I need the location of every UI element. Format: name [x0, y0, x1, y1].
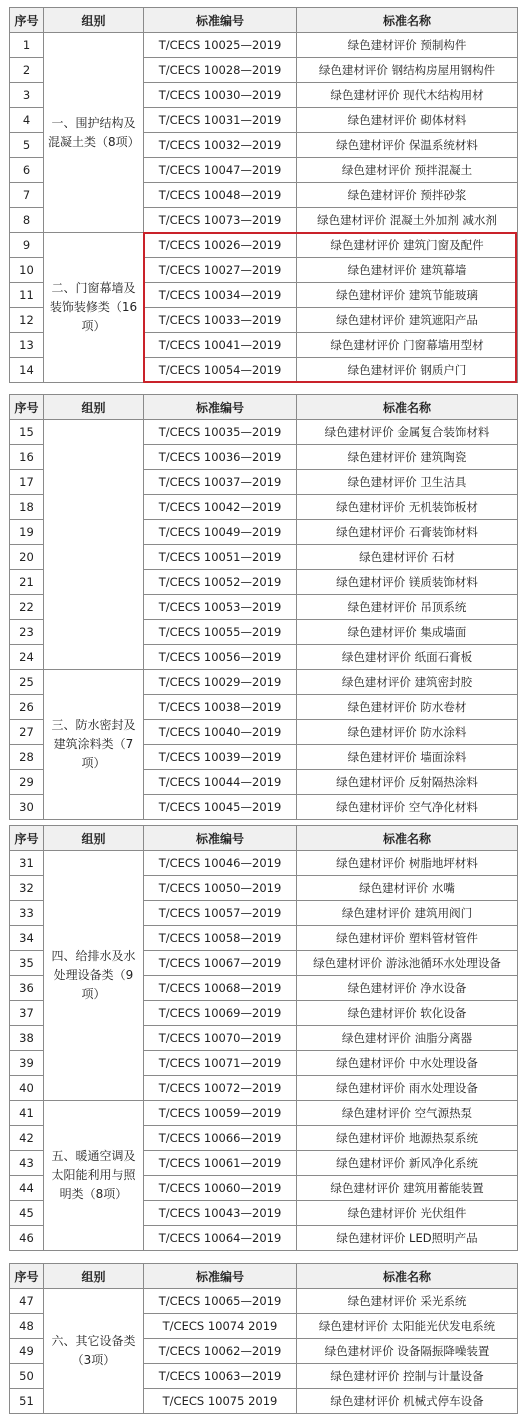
standard-code: T/CECS 10075 2019: [144, 1389, 297, 1414]
standard-code: T/CECS 10063—2019: [144, 1364, 297, 1389]
standard-code: T/CECS 10047—2019: [144, 158, 297, 183]
standard-code: T/CECS 10041—2019: [144, 333, 297, 358]
standard-code: T/CECS 10031—2019: [144, 108, 297, 133]
standard-name: 绿色建材评价 光伏组件: [297, 1201, 518, 1226]
standard-name: 绿色建材评价 地源热泵系统: [297, 1126, 518, 1151]
standard-code: T/CECS 10058—2019: [144, 926, 297, 951]
row-number: 15: [10, 420, 44, 445]
table-row: [10, 1289, 518, 1314]
standard-name: 绿色建材评价 机械式停车设备: [297, 1389, 518, 1414]
standard-code: T/CECS 10053—2019: [144, 595, 297, 620]
group-cell: 一、围护结构及混凝土类（8项）: [44, 33, 144, 233]
row-number: 47: [10, 1289, 44, 1314]
standard-name: 绿色建材评价 塑料管材管件: [297, 926, 518, 951]
header-code: 标准编号: [144, 1264, 297, 1289]
standard-name: 绿色建材评价 中水处理设备: [297, 1051, 518, 1076]
row-number: 14: [10, 358, 44, 383]
standard-code: T/CECS 10074 2019: [144, 1314, 297, 1339]
row-number: 39: [10, 1051, 44, 1076]
row-number: 42: [10, 1126, 44, 1151]
row-number: 1: [10, 33, 44, 58]
standard-name: 绿色建材评价 石膏装饰材料: [297, 520, 518, 545]
group-cell: 二、门窗幕墙及装饰装修类（16项）: [44, 233, 144, 383]
standard-name: 绿色建材评价 钢结构房屋用钢构件: [297, 58, 518, 83]
standard-name: 绿色建材评价 建筑门窗及配件: [297, 233, 518, 258]
standard-code: T/CECS 10072—2019: [144, 1076, 297, 1101]
standard-code: T/CECS 10056—2019: [144, 645, 297, 670]
standard-code: T/CECS 10028—2019: [144, 58, 297, 83]
row-number: 6: [10, 158, 44, 183]
standard-name: 绿色建材评价 采光系统: [297, 1289, 518, 1314]
row-number: 34: [10, 926, 44, 951]
standard-name: 绿色建材评价 预拌砂浆: [297, 183, 518, 208]
header-row: [10, 1264, 518, 1289]
standard-code: T/CECS 10029—2019: [144, 670, 297, 695]
standard-name: 绿色建材评价 水嘴: [297, 876, 518, 901]
row-number: 21: [10, 570, 44, 595]
standard-name: 绿色建材评价 软化设备: [297, 1001, 518, 1026]
standard-name: 绿色建材评价 防水涂料: [297, 720, 518, 745]
row-number: 49: [10, 1339, 44, 1364]
standard-name: 绿色建材评价 LED照明产品: [297, 1226, 518, 1251]
row-number: 22: [10, 595, 44, 620]
standard-name: 绿色建材评价 防水卷材: [297, 695, 518, 720]
standard-code: T/CECS 10049—2019: [144, 520, 297, 545]
standard-code: T/CECS 10044—2019: [144, 770, 297, 795]
standard-code: T/CECS 10034—2019: [144, 283, 297, 308]
standard-name: 绿色建材评价 游泳池循环水处理设备: [297, 951, 518, 976]
row-number: 10: [10, 258, 44, 283]
row-number: 12: [10, 308, 44, 333]
standards-table-4: [9, 1263, 518, 1414]
standard-name: 绿色建材评价 无机装饰板材: [297, 495, 518, 520]
header-name: 标准名称: [297, 395, 518, 420]
row-number: 13: [10, 333, 44, 358]
standard-name: 绿色建材评价 建筑用阀门: [297, 901, 518, 926]
table-row: [10, 1101, 518, 1126]
standard-name: 绿色建材评价 油脂分离器: [297, 1026, 518, 1051]
standard-code: T/CECS 10071—2019: [144, 1051, 297, 1076]
standard-name: 绿色建材评价 纸面石膏板: [297, 645, 518, 670]
standard-name: 绿色建材评价 砌体材料: [297, 108, 518, 133]
standard-name: 绿色建材评价 吊顶系统: [297, 595, 518, 620]
header-name: 标准名称: [297, 826, 518, 851]
standard-name: 绿色建材评价 太阳能光伏发电系统: [297, 1314, 518, 1339]
row-number: 50: [10, 1364, 44, 1389]
standard-code: T/CECS 10033—2019: [144, 308, 297, 333]
group-cell: 六、其它设备类（3项）: [44, 1289, 144, 1414]
row-number: 8: [10, 208, 44, 233]
standard-code: T/CECS 10050—2019: [144, 876, 297, 901]
header-row: [10, 8, 518, 33]
standard-code: T/CECS 10040—2019: [144, 720, 297, 745]
standard-code: T/CECS 10037—2019: [144, 470, 297, 495]
standard-name: 绿色建材评价 建筑节能玻璃: [297, 283, 518, 308]
standard-name: 绿色建材评价 集成墙面: [297, 620, 518, 645]
row-number: 29: [10, 770, 44, 795]
row-number: 41: [10, 1101, 44, 1126]
header-name: 标准名称: [297, 8, 518, 33]
standard-name: 绿色建材评价 建筑用蓄能装置: [297, 1176, 518, 1201]
row-number: 5: [10, 133, 44, 158]
header-group: 组别: [44, 826, 144, 851]
row-number: 26: [10, 695, 44, 720]
standard-name: 绿色建材评价 混凝土外加剂 减水剂: [297, 208, 518, 233]
standard-name: 绿色建材评价 新风净化系统: [297, 1151, 518, 1176]
standard-name: 绿色建材评价 预制构件: [297, 33, 518, 58]
standard-code: T/CECS 10026—2019: [144, 233, 297, 258]
standard-name: 绿色建材评价 建筑幕墙: [297, 258, 518, 283]
standard-code: T/CECS 10036—2019: [144, 445, 297, 470]
standard-code: T/CECS 10054—2019: [144, 358, 297, 383]
standard-code: T/CECS 10066—2019: [144, 1126, 297, 1151]
standard-code: T/CECS 10055—2019: [144, 620, 297, 645]
row-number: 27: [10, 720, 44, 745]
standard-name: 绿色建材评价 现代木结构用材: [297, 83, 518, 108]
header-row: [10, 826, 518, 851]
header-code: 标准编号: [144, 395, 297, 420]
group-cell: 三、防水密封及建筑涂料类（7项）: [44, 670, 144, 820]
row-number: 33: [10, 901, 44, 926]
standard-code: T/CECS 10059—2019: [144, 1101, 297, 1126]
standard-code: T/CECS 10051—2019: [144, 545, 297, 570]
standard-code: T/CECS 10062—2019: [144, 1339, 297, 1364]
row-number: 44: [10, 1176, 44, 1201]
row-number: 36: [10, 976, 44, 1001]
standard-name: 绿色建材评价 石材: [297, 545, 518, 570]
row-number: 3: [10, 83, 44, 108]
table-row: [10, 33, 518, 58]
standard-code: T/CECS 10052—2019: [144, 570, 297, 595]
row-number: 37: [10, 1001, 44, 1026]
standard-code: T/CECS 10065—2019: [144, 1289, 297, 1314]
group-cell: [44, 420, 144, 670]
standard-code: T/CECS 10070—2019: [144, 1026, 297, 1051]
row-number: 16: [10, 445, 44, 470]
standard-code: T/CECS 10030—2019: [144, 83, 297, 108]
row-number: 18: [10, 495, 44, 520]
standard-name: 绿色建材评价 卫生洁具: [297, 470, 518, 495]
standards-table-1: [9, 7, 518, 383]
standard-code: T/CECS 10046—2019: [144, 851, 297, 876]
standard-name: 绿色建材评价 建筑陶瓷: [297, 445, 518, 470]
header-name: 标准名称: [297, 1264, 518, 1289]
standard-code: T/CECS 10057—2019: [144, 901, 297, 926]
standard-name: 绿色建材评价 镁质装饰材料: [297, 570, 518, 595]
standard-name: 绿色建材评价 建筑遮阳产品: [297, 308, 518, 333]
standard-name: 绿色建材评价 反射隔热涂料: [297, 770, 518, 795]
table-row: [10, 851, 518, 876]
standards-table-3: [9, 825, 518, 1251]
standard-code: T/CECS 10069—2019: [144, 1001, 297, 1026]
standard-code: T/CECS 10064—2019: [144, 1226, 297, 1251]
standard-code: T/CECS 10043—2019: [144, 1201, 297, 1226]
header-group: 组别: [44, 1264, 144, 1289]
standard-code: T/CECS 10048—2019: [144, 183, 297, 208]
header-group: 组别: [44, 395, 144, 420]
standard-code: T/CECS 10039—2019: [144, 745, 297, 770]
standard-code: T/CECS 10032—2019: [144, 133, 297, 158]
row-number: 31: [10, 851, 44, 876]
row-number: 35: [10, 951, 44, 976]
row-number: 24: [10, 645, 44, 670]
row-number: 17: [10, 470, 44, 495]
header-code: 标准编号: [144, 8, 297, 33]
row-number: 19: [10, 520, 44, 545]
row-number: 4: [10, 108, 44, 133]
row-number: 51: [10, 1389, 44, 1414]
row-number: 7: [10, 183, 44, 208]
standard-name: 绿色建材评价 设备隔振降噪装置: [297, 1339, 518, 1364]
group-cell: 五、暖通空调及太阳能利用与照明类（8项）: [44, 1101, 144, 1251]
standard-name: 绿色建材评价 保温系统材料: [297, 133, 518, 158]
standard-name: 绿色建材评价 树脂地坪材料: [297, 851, 518, 876]
row-number: 20: [10, 545, 44, 570]
standard-name: 绿色建材评价 控制与计量设备: [297, 1364, 518, 1389]
standard-name: 绿色建材评价 钢质户门: [297, 358, 518, 383]
standard-code: T/CECS 10025—2019: [144, 33, 297, 58]
standard-name: 绿色建材评价 门窗幕墙用型材: [297, 333, 518, 358]
row-number: 11: [10, 283, 44, 308]
group-cell: 四、给排水及水处理设备类（9项）: [44, 851, 144, 1101]
row-number: 23: [10, 620, 44, 645]
standard-code: T/CECS 10045—2019: [144, 795, 297, 820]
standard-code: T/CECS 10035—2019: [144, 420, 297, 445]
row-number: 30: [10, 795, 44, 820]
row-number: 46: [10, 1226, 44, 1251]
row-number: 25: [10, 670, 44, 695]
standard-code: T/CECS 10042—2019: [144, 495, 297, 520]
standard-code: T/CECS 10060—2019: [144, 1176, 297, 1201]
row-number: 40: [10, 1076, 44, 1101]
row-number: 38: [10, 1026, 44, 1051]
header-no: 序号: [10, 1264, 44, 1289]
standard-code: T/CECS 10038—2019: [144, 695, 297, 720]
table-row: [10, 233, 518, 258]
row-number: 43: [10, 1151, 44, 1176]
standard-name: 绿色建材评价 空气源热泵: [297, 1101, 518, 1126]
row-number: 48: [10, 1314, 44, 1339]
standards-table-2: [9, 394, 518, 820]
header-row: [10, 395, 518, 420]
standard-name: 绿色建材评价 空气净化材料: [297, 795, 518, 820]
row-number: 32: [10, 876, 44, 901]
standard-code: T/CECS 10068—2019: [144, 976, 297, 1001]
standard-code: T/CECS 10027—2019: [144, 258, 297, 283]
standard-name: 绿色建材评价 预拌混凝土: [297, 158, 518, 183]
header-code: 标准编号: [144, 826, 297, 851]
standard-name: 绿色建材评价 建筑密封胶: [297, 670, 518, 695]
standard-name: 绿色建材评价 净水设备: [297, 976, 518, 1001]
standard-code: T/CECS 10061—2019: [144, 1151, 297, 1176]
row-number: 28: [10, 745, 44, 770]
header-no: 序号: [10, 826, 44, 851]
standard-name: 绿色建材评价 雨水处理设备: [297, 1076, 518, 1101]
standard-name: 绿色建材评价 墙面涂料: [297, 745, 518, 770]
header-no: 序号: [10, 395, 44, 420]
row-number: 45: [10, 1201, 44, 1226]
standard-name: 绿色建材评价 金属复合装饰材料: [297, 420, 518, 445]
table-row: [10, 670, 518, 695]
header-group: 组别: [44, 8, 144, 33]
header-no: 序号: [10, 8, 44, 33]
row-number: 2: [10, 58, 44, 83]
standard-code: T/CECS 10073—2019: [144, 208, 297, 233]
row-number: 9: [10, 233, 44, 258]
standard-code: T/CECS 10067—2019: [144, 951, 297, 976]
table-row: [10, 420, 518, 445]
